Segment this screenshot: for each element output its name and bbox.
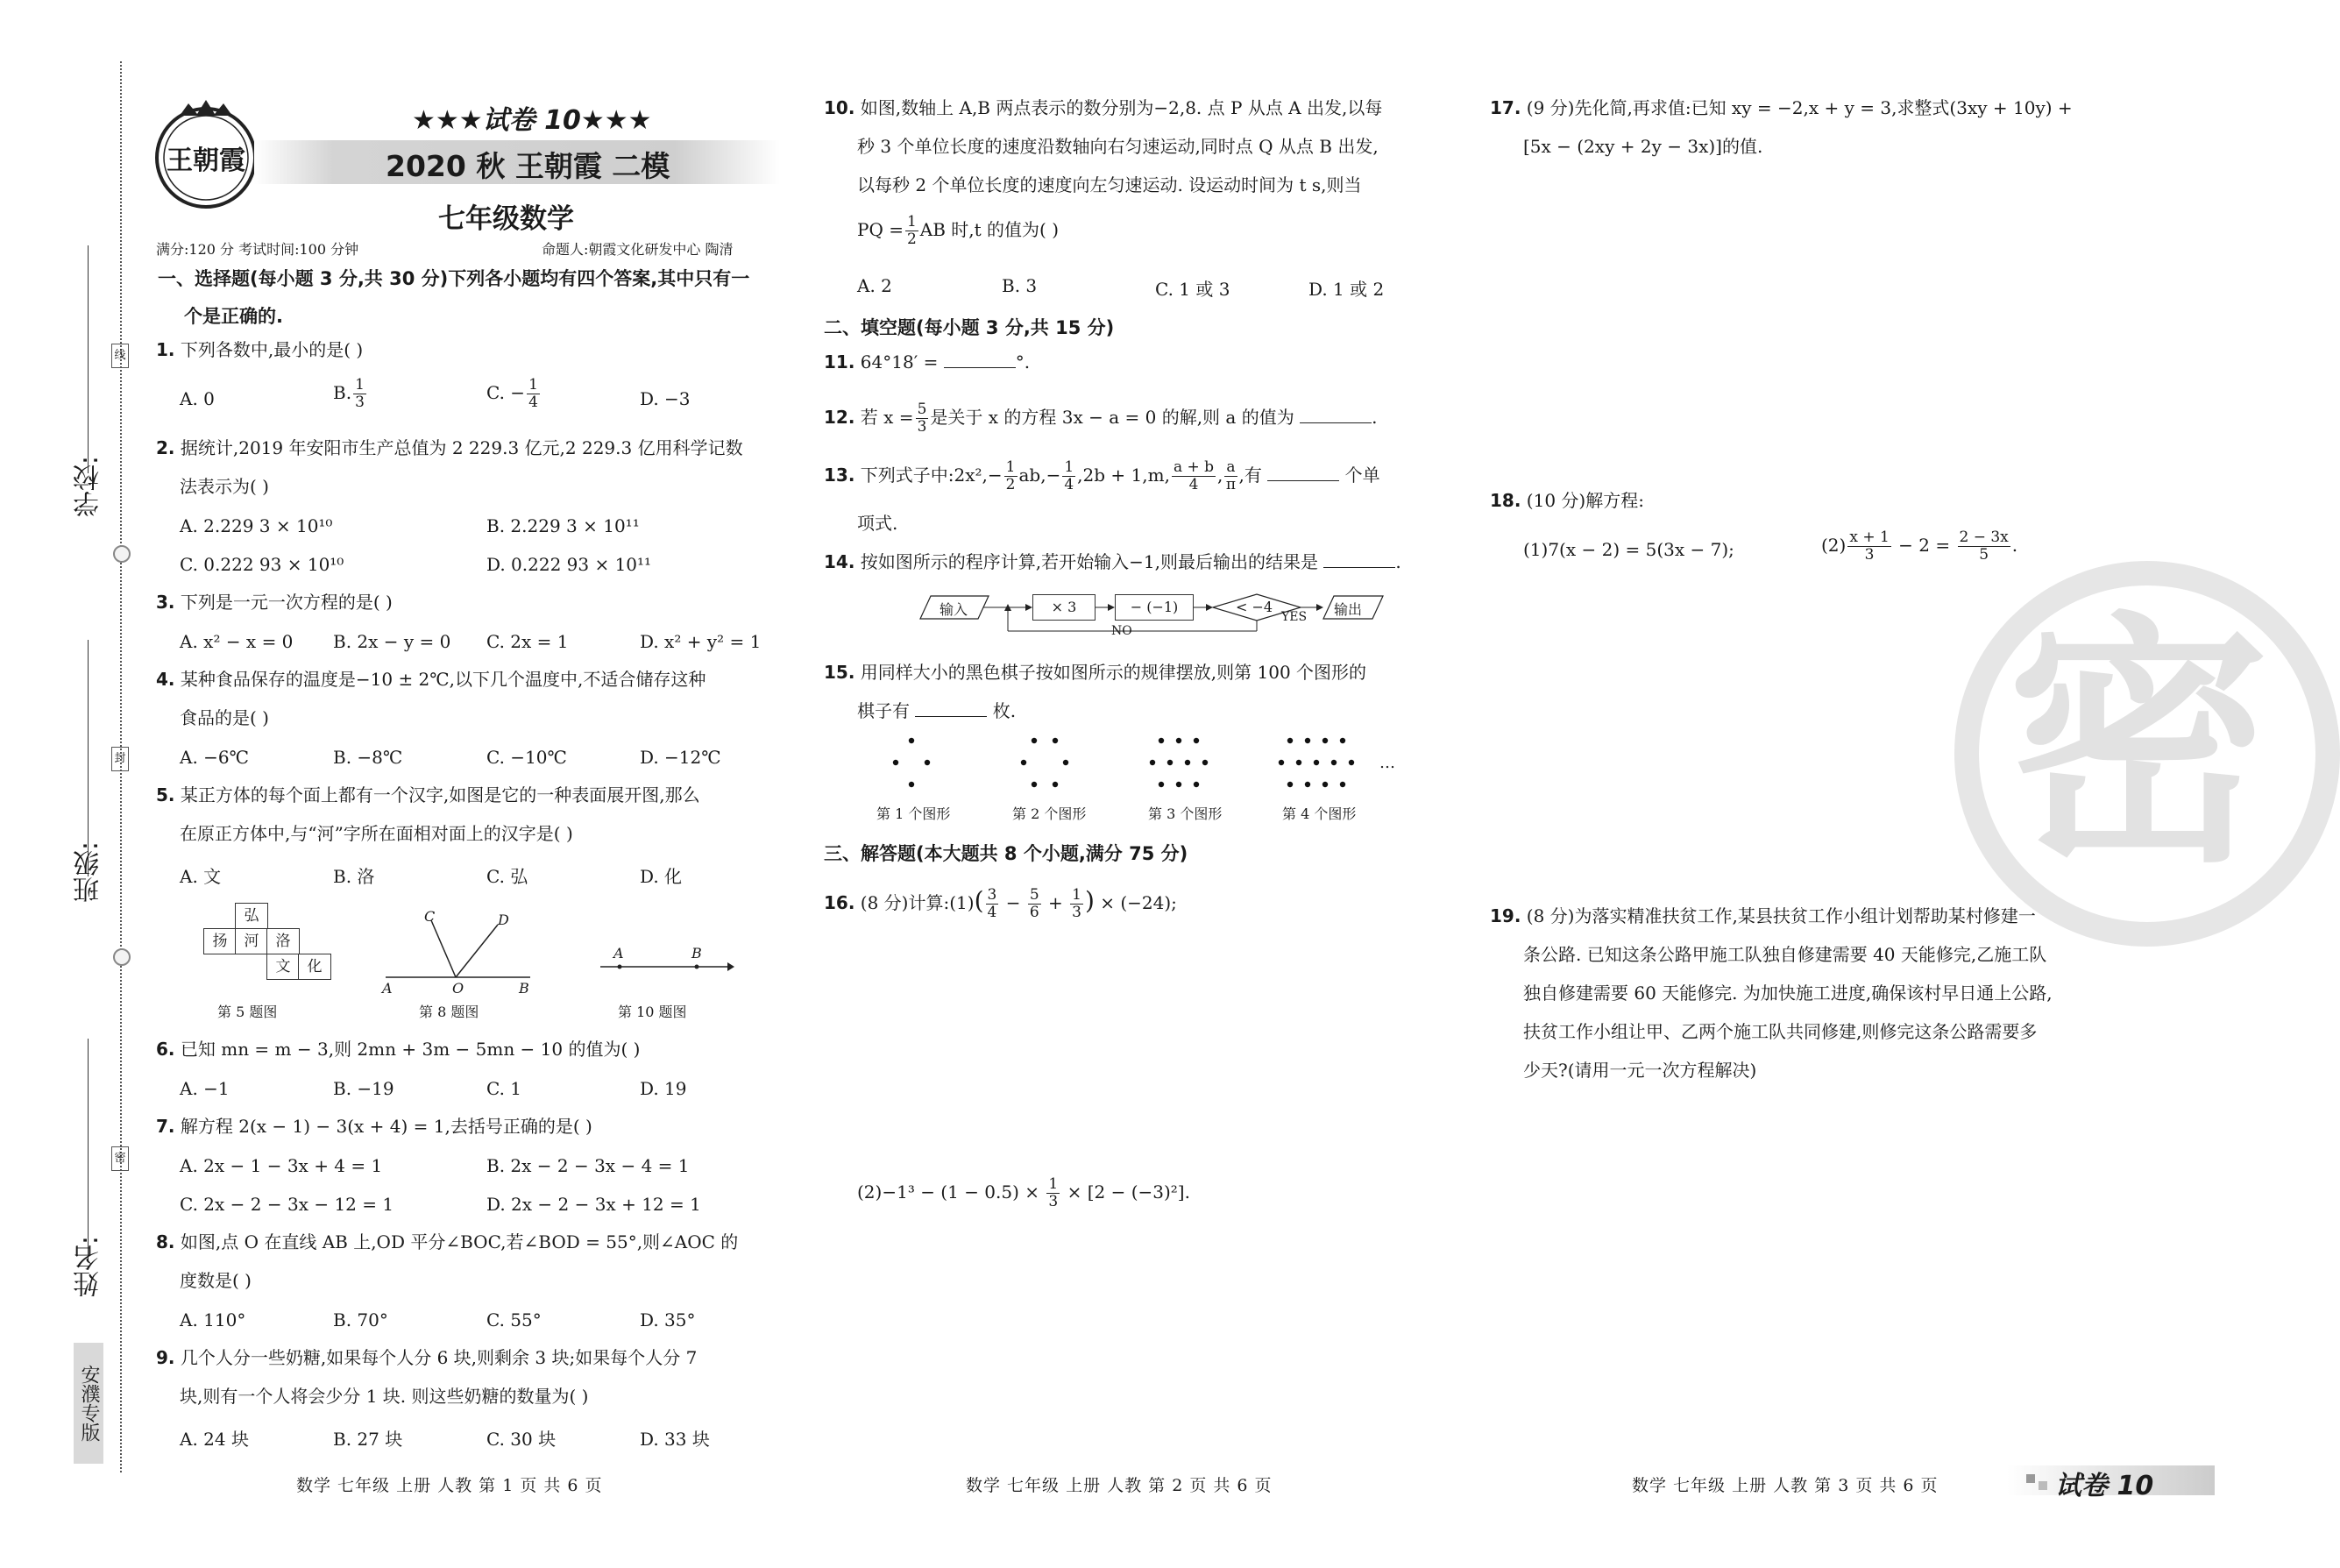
class-label: 班级: (74, 841, 104, 904)
q7-option-d: D. 2x − 2 − 3x + 12 = 1 (486, 1194, 701, 1215)
flow-output: 输出 (1334, 601, 1363, 618)
q8-option-a: A. 110° (180, 1309, 246, 1330)
q19-stem-line2: 条公路. 已知这条公路甲施工队独自修建需要 40 天能修完,乙施工队 (1523, 944, 2047, 965)
fig8-label-d: D (498, 912, 509, 928)
q19-stem-line3: 独自修建需要 60 天能修完. 为加快施工进度,确保该村早日通上公路, (1523, 983, 2053, 1004)
figure-5-caption: 第 5 题图 (217, 1004, 278, 1020)
section1-title: 一、选择题(每小题 3 分,共 30 分)下列各小题均有四个答案,其中只有一 (158, 268, 750, 289)
q15-stem-cont: 棋子有 枚. (857, 700, 1017, 721)
q12-answer-blank (1300, 408, 1372, 423)
q15-stem: 15. 用同样大小的黑色棋子按如图所示的规律摆放,则第 100 个图形的 (824, 662, 1367, 683)
fig8-label-a: A (382, 980, 393, 997)
flow-multiply-3: × 3 (1032, 594, 1096, 621)
q19-stem-line5: 少天?(请用一元一次方程解决) (1523, 1060, 1757, 1081)
q15-dot-pattern (876, 732, 1402, 793)
q5-option-b: B. 洛 (333, 866, 375, 887)
q3-option-c: C. 2x = 1 (486, 631, 569, 652)
q11-answer-blank (944, 353, 1016, 368)
q1-option-d: D. −3 (640, 388, 691, 409)
binding-ring (113, 948, 131, 966)
q1-option-a: A. 0 (180, 388, 215, 409)
q6-stem: 6. 已知 mn = m − 3,则 2mn + 3m − 5mn − 10 的值为( ) (156, 1039, 641, 1060)
q19-stem: 19. (8 分)为落实精准扶贫工作,某县扶贫工作小组计划帮助某村修建一 (1490, 905, 2036, 926)
q3-option-d: D. x² + y² = 1 (640, 631, 762, 652)
q4-stem-cont: 食品的是( ) (180, 707, 269, 728)
footer-page-2: 数学 七年级 上册 人教 第 2 页 共 6 页 (966, 1476, 1273, 1495)
seal-mark-line: 线 (111, 344, 129, 368)
q2-option-d: D. 0.222 93 × 10¹¹ (486, 554, 652, 575)
q15-caption-1: 第 1 个图形 (876, 805, 951, 822)
section3-title: 三、解答题(本大题共 8 个小题,满分 75 分) (824, 843, 1188, 864)
footer-page-3: 数学 七年级 上册 人教 第 3 页 共 6 页 (1632, 1476, 1939, 1495)
section1-title-cont: 个是正确的. (184, 306, 283, 327)
q15-ellipsis: … (1379, 754, 1395, 772)
figure-10-caption: 第 10 题图 (618, 1004, 687, 1020)
q1-stem: 1. 下列各数中,最小的是( ) (156, 339, 364, 360)
q5-stem-cont: 在原正方体中,与“河”字所在面相对面上的汉字是( ) (180, 823, 573, 844)
q9-option-a: A. 24 块 (180, 1429, 249, 1450)
exam-meta-left: 满分:120 分 考试时间:100 分钟 (156, 241, 359, 258)
q4-option-d: D. −12℃ (640, 747, 721, 768)
paper-tag: ★★★试卷 10★★★ (412, 105, 652, 136)
logo-text: 王朝霞 (167, 145, 245, 176)
q5-option-a: A. 文 (180, 866, 222, 887)
brand-logo (149, 96, 263, 210)
q14-stem: 14. 按如图所示的程序计算,若开始输入−1,则最后输出的结果是 . (824, 551, 1401, 572)
q7-option-c: C. 2x − 2 − 3x − 12 = 1 (180, 1194, 394, 1215)
q12-stem: 12. 若 x = $\frac{5}{3}$ 是关于 x 的方程 3x − a = 0 的解,则 a 的值为 . (824, 401, 1378, 436)
fig10-label-b: B (691, 945, 702, 961)
q13-answer-blank (1267, 466, 1339, 481)
q9-option-d: D. 33 块 (640, 1429, 710, 1450)
cube-face: 弘 (235, 903, 268, 929)
seal-mark-seal: 封 (111, 747, 129, 771)
edition-badge: 安濮专版 (74, 1343, 103, 1464)
q3-option-b: B. 2x − y = 0 (333, 631, 451, 652)
q2-option-c: C. 0.222 93 × 10¹⁰ (180, 554, 344, 575)
cube-face: 扬 (203, 928, 237, 954)
flow-input: 输入 (940, 601, 968, 618)
q1-option-c: C. − $\frac{1}{4}$ (486, 376, 538, 411)
q8-option-d: D. 35° (640, 1309, 696, 1330)
q8-stem-cont: 度数是( ) (180, 1270, 252, 1291)
name-label: 姓名: (74, 1236, 104, 1298)
q9-option-c: C. 30 块 (486, 1429, 557, 1450)
flow-yes-label: YES (1281, 610, 1308, 624)
q19-stem-line4: 扶贫工作小组让甲、乙两个施工队共同修建,则修完这条公路需要多 (1523, 1021, 2038, 1042)
flow-condition: < −4 (1236, 599, 1273, 615)
q4-option-b: B. −8℃ (333, 747, 403, 768)
q10-stem-line4: PQ = $\frac{1}{2}$ AB 时,t 的值为( ) (857, 213, 1060, 248)
fig8-label-c: C (424, 908, 436, 925)
q17-stem-cont: [5x − (2xy + 2y − 3x)]的值. (1523, 136, 1763, 157)
q10-option-c: C. 1 或 3 (1155, 279, 1230, 300)
q2-option-b: B. 2.229 3 × 10¹¹ (486, 515, 640, 536)
fig8-label-b: B (519, 980, 529, 997)
cube-face: 河 (235, 928, 268, 954)
footer-deco-square (2026, 1474, 2035, 1483)
fig8-label-o: O (452, 980, 464, 997)
secret-watermark-char: 密 (2007, 592, 2270, 898)
q10-stem-line3: 以每秒 2 个单位长度的速度向左匀速运动. 设运动时间为 t s,则当 (857, 174, 1362, 195)
q10-stem: 10. 如图,数轴上 A,B 两点表示的数分别为−2,8. 点 P 从点 A 出发,以每 (824, 97, 1383, 118)
school-label: 学校: (74, 456, 104, 518)
q16-part2: (2)−1³ − (1 − 0.5) × $\frac{1}{3}$ × [2 − (−3)²]. (857, 1175, 1190, 1210)
q18-part1: (1)7(x − 2) = 5(3x − 7); (1523, 539, 1734, 560)
q7-option-a: A. 2x − 1 − 3x + 4 = 1 (180, 1155, 383, 1176)
q9-option-b: B. 27 块 (333, 1429, 403, 1450)
q10-option-d: D. 1 或 2 (1308, 279, 1385, 300)
q3-option-a: A. x² − x = 0 (180, 631, 294, 652)
footer-deco-square (2039, 1481, 2047, 1490)
cube-face: 化 (298, 954, 331, 980)
q7-option-b: B. 2x − 2 − 3x − 4 = 1 (486, 1155, 690, 1176)
q14-answer-blank (1323, 553, 1395, 568)
q10-option-a: A. 2 (857, 275, 892, 296)
q18-stem: 18. (10 分)解方程: (1490, 490, 1644, 511)
subject-title: 七年级数学 (438, 203, 574, 235)
q11-stem: 11. 64°18′ = °. (824, 351, 1031, 372)
q4-stem: 4. 某种食品保存的温度是−10 ± 2℃,以下几个温度中,不适合储存这种 (156, 669, 706, 690)
name-line (88, 1039, 89, 1262)
q3-stem: 3. 下列是一元一次方程的是( ) (156, 592, 393, 613)
exam-title: 2020 秋 王朝霞 二模 (386, 149, 670, 183)
q5-option-d: D. 化 (640, 866, 683, 887)
q7-stem: 7. 解方程 2(x − 1) − 3(x + 4) = 1,去括号正确的是( ) (156, 1116, 592, 1137)
q5-stem: 5. 某正方体的每个面上都有一个汉字,如图是它的一种表面展开图,那么 (156, 784, 700, 805)
q15-caption-4: 第 4 个图形 (1282, 805, 1357, 822)
q15-caption-2: 第 2 个图形 (1012, 805, 1087, 822)
exam-meta-right: 命题人:朝霞文化研发中心 陶清 (542, 241, 734, 258)
q15-caption-3: 第 3 个图形 (1148, 805, 1223, 822)
cube-face: 洛 (266, 928, 300, 954)
q2-option-a: A. 2.229 3 × 10¹⁰ (180, 515, 333, 536)
q8-stem: 8. 如图,点 O 在直线 AB 上,OD 平分∠BOC,若∠BOD = 55°,则∠AOC 的 (156, 1231, 739, 1252)
q13-stem: 13. 下列式子中:2x²,− $\frac{1}{2}$ ab,− $\frac{1}{4}$ ,2b + 1,m, $\frac{a + b}{4}$ , $\frac{a}{\pi}$ ,有 个单 (824, 458, 1380, 493)
q13-stem-cont: 项式. (857, 513, 898, 534)
q6-option-b: B. −19 (333, 1078, 394, 1099)
section2-title: 二、填空题(每小题 3 分,共 15 分) (824, 317, 1115, 338)
q10-option-b: B. 3 (1002, 275, 1038, 296)
q8-option-b: B. 70° (333, 1309, 388, 1330)
fig10-label-a: A (613, 945, 624, 961)
q4-option-a: A. −6℃ (180, 747, 250, 768)
q9-stem-cont: 块,则有一个人将会少分 1 块. 则这些奶糖的数量为( ) (180, 1386, 589, 1407)
q2-stem-cont: 法表示为( ) (180, 476, 269, 497)
school-line (88, 245, 89, 473)
q6-option-c: C. 1 (486, 1078, 522, 1099)
q6-option-d: D. 19 (640, 1078, 687, 1099)
footer-page-1: 数学 七年级 上册 人教 第 1 页 共 6 页 (296, 1476, 603, 1495)
q8-option-c: C. 55° (486, 1309, 542, 1330)
q5-option-c: C. 弘 (486, 866, 528, 887)
seal-mark-secret: 密 (111, 1146, 129, 1171)
q10-stem-line2: 秒 3 个单位长度的速度沿数轴向右匀速运动,同时点 Q 从点 B 出发, (857, 136, 1379, 157)
q1-option-b: B. $\frac{1}{3}$ (333, 376, 365, 411)
q6-option-a: A. −1 (180, 1078, 230, 1099)
q16-part1: 16. (8 分)计算:(1)( $\frac{3}{4}$ − $\frac{5}{6}$ + $\frac{1}{3}$ ) × (−24); (824, 886, 1177, 921)
figure-8-caption: 第 8 题图 (419, 1004, 479, 1020)
q15-answer-blank (915, 702, 987, 717)
binding-ring (113, 545, 131, 563)
footer-paper-number: 试卷 10 (2055, 1471, 2154, 1501)
flow-no-label: NO (1111, 624, 1132, 638)
q9-stem: 9. 几个人分一些奶糖,如果每个人分 6 块,则剩余 3 块;如果每个人分 7 (156, 1347, 698, 1368)
flow-subtract-neg1: − (−1) (1115, 594, 1194, 621)
cube-face: 文 (266, 954, 300, 980)
q17-stem: 17. (9 分)先化简,再求值:已知 xy = −2,x + y = 3,求整式(3xy + 10y) + (1490, 97, 2073, 118)
q18-part2: (2) $\frac{x + 1}{3}$ − 2 = $\frac{2 - 3x}{5}$ . (1821, 529, 2018, 564)
q4-option-c: C. −10℃ (486, 747, 567, 768)
q2-stem: 2. 据统计,2019 年安阳市生产总值为 2 229.3 亿元,2 229.3 亿用科学记数 (156, 437, 743, 458)
